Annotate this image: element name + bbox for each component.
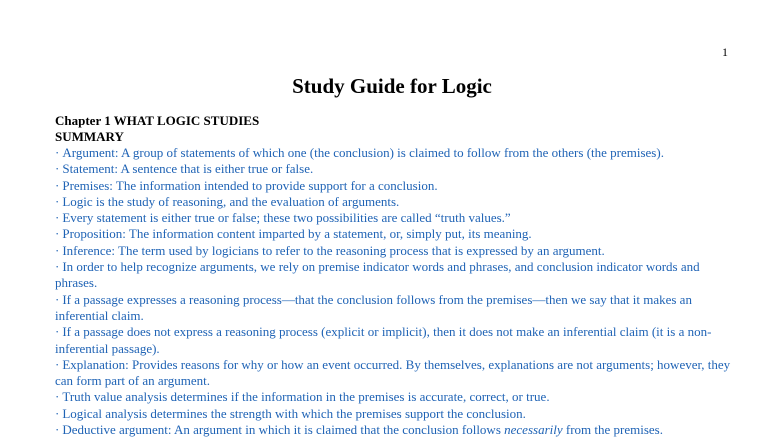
document-title: Study Guide for Logic [292, 74, 492, 98]
summary-item [55, 422, 735, 438]
summary-item-text: If a passage does not express a reasoning process (explicit or implicit), then it does not make an inferential claim (it is a non-inferential passage). [55, 324, 712, 356]
bullet-glyph: · [55, 356, 60, 372]
bullet-glyph: · [55, 405, 60, 421]
summary-item [55, 226, 735, 242]
summary-item [55, 324, 735, 357]
bullet-glyph: · [55, 193, 60, 209]
bullet-glyph: · [55, 259, 60, 275]
summary-item [55, 210, 735, 226]
bullet-glyph: · [55, 145, 60, 160]
summary-item-text: Argument: A group of statements of which one (the conclusion) is claimed to follow from the others (the premises). [62, 145, 664, 160]
summary-item-text: Premises: The information intended to provide support for a conclusion. [62, 177, 438, 193]
summary-item-text: Explanation: Provides reasons for why or how an event occurred. By themselves, explanations are not arguments; however, they can form part of an argument. [55, 356, 731, 389]
summary-item [55, 161, 735, 177]
summary-item [55, 406, 735, 422]
summary-item-text: In order to help recognize arguments, we rely on premise indicator words and phrases, and conclusion indicator words and phrases. [55, 259, 700, 291]
bullet-glyph: · [55, 242, 60, 258]
summary-item-text: Proposition: The information content imparted by a statement, or, simply put, its meaning. [62, 226, 532, 242]
bullet-glyph: · [55, 161, 60, 177]
bullet-glyph: · [55, 226, 60, 242]
bullet-glyph: · [55, 177, 60, 193]
summary-item-text-before: Deductive argument: An argument in which it is claimed that the conclusion follows [62, 422, 505, 438]
summary-item [55, 389, 735, 405]
document-body [55, 113, 735, 438]
summary-item-text: Logic is the study of reasoning, and the evaluation of arguments. [62, 193, 400, 209]
page-number: 1 [722, 45, 728, 59]
bullet-glyph: · [55, 210, 60, 226]
summary-item [55, 178, 735, 194]
summary-item [55, 243, 735, 259]
summary-list [55, 145, 735, 438]
summary-item-text: If a passage expresses a reasoning process—that the conclusion follows from the premises—then we say that it makes an inferential claim. [55, 291, 692, 323]
summary-item-text: Every statement is either true or false; these two possibilities are called “truth values.” [62, 210, 511, 226]
summary-item [55, 259, 735, 292]
summary-item [55, 292, 735, 325]
summary-item [55, 145, 735, 161]
summary-item-text: Truth value analysis determines if the information in the premises is accurate, correct, or true. [62, 389, 550, 405]
summary-item-text: Logical analysis determines the strength with which the premises support the conclusion. [62, 405, 526, 421]
bullet-glyph: · [55, 324, 60, 340]
summary-item-emphasis: necessarily [504, 422, 563, 438]
summary-item [55, 194, 735, 210]
summary-item-text-after: from the premises. [562, 422, 663, 438]
bullet-glyph: · [55, 291, 60, 307]
bullet-glyph: · [55, 389, 60, 405]
bullet-glyph: · [55, 422, 60, 438]
summary-item-text: Inference: The term used by logicians to refer to the reasoning process that is expressed by an argument. [62, 242, 605, 258]
summary-item-text: Statement: A sentence that is either true or false. [62, 161, 314, 177]
summary-item [55, 357, 735, 390]
summary-heading: SUMMARY [55, 129, 124, 144]
chapter-heading: Chapter 1 WHAT LOGIC STUDIES [55, 113, 260, 128]
